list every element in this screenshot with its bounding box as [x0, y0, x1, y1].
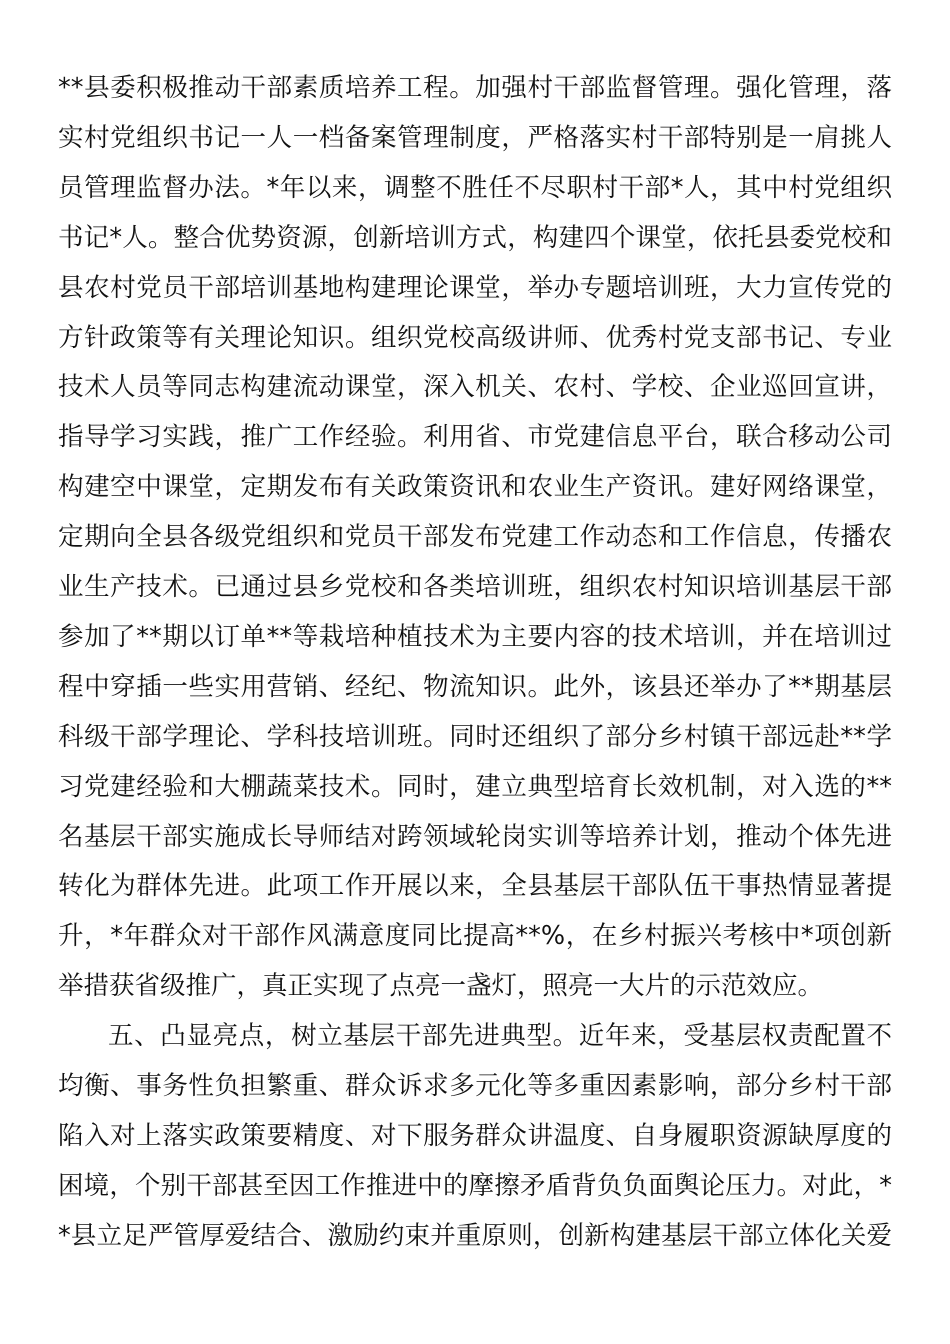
text-line-9: 构建空中课堂，定期发布有关政策资讯和农业生产资讯。建好网络课堂， [58, 472, 892, 502]
text-line-21: 均衡、事务性负担繁重、群众诉求多元化等多重因素影响，部分乡村干部 [58, 1071, 892, 1101]
text-line-16: 名基层干部实施成长导师结对跨领域轮岗实训等培养计划，推动个体先进 [58, 822, 892, 852]
text-line-10: 定期向全县各级党组织和党员干部发布党建工作动态和工作信息，传播农 [58, 522, 892, 552]
text-line-6: 方针政策等有关理论知识。组织党校高级讲师、优秀村党支部书记、专业 [58, 323, 892, 353]
text-line-14: 科级干部学理论、学科技培训班。同时还组织了部分乡村镇干部远赴**学 [58, 722, 892, 752]
text-line-23: 困境，个别干部甚至因工作推进中的摩擦矛盾背负负面舆论压力。对此，* [58, 1171, 892, 1201]
text-line-17: 转化为群体先进。此项工作开展以来，全县基层干部队伍干事热情显著提 [58, 871, 892, 901]
text-line-12: 参加了**期以订单**等栽培种植技术为主要内容的技术培训，并在培训过 [58, 622, 892, 652]
text-line-19: 举措获省级推广，真正实现了点亮一盏灯，照亮一大片的示范效应。 [58, 971, 824, 1001]
text-line-7: 技术人员等同志构建流动课堂，深入机关、农村、学校、企业巡回宣讲， [58, 372, 892, 402]
text-line-5: 县农村党员干部培训基地构建理论课堂，举办专题培训班，大力宣传党的 [58, 273, 892, 303]
text-line-13: 程中穿插一些实用营销、经纪、物流知识。此外，该县还举办了**期基层 [58, 672, 892, 702]
section-heading-line: 五、凸显亮点，树立基层干部先进典型。近年来，受基层权责配置不 [108, 1021, 892, 1051]
text-line-3: 员管理监督办法。*年以来，调整不胜任不尽职村干部*人，其中村党组织 [58, 173, 892, 203]
text-line-4: 书记*人。整合优势资源，创新培训方式，构建四个课堂，依托县委党校和 [58, 223, 892, 253]
text-line-24: *县立足严管厚爱结合、激励约束并重原则，创新构建基层干部立体化关爱 [58, 1221, 892, 1251]
text-line-15: 习党建经验和大棚蔬菜技术。同时，建立典型培育长效机制，对入选的** [58, 772, 892, 802]
text-line-22: 陷入对上落实政策要精度、对下服务群众讲温度、自身履职资源缺厚度的 [58, 1121, 892, 1151]
text-line-8: 指导学习实践，推广工作经验。利用省、市党建信息平台，联合移动公司 [58, 422, 892, 452]
text-line-1: **县委积极推动干部素质培养工程。加强村干部监督管理。强化管理，落 [58, 73, 892, 103]
text-line-11: 业生产技术。已通过县乡党校和各类培训班，组织农村知识培训基层干部 [58, 572, 892, 602]
text-line-2: 实村党组织书记一人一档备案管理制度，严格落实村干部特别是一肩挑人 [58, 123, 892, 153]
text-line-18: 升，*年群众对干部作风满意度同比提高**%，在乡村振兴考核中*项创新 [58, 921, 892, 951]
